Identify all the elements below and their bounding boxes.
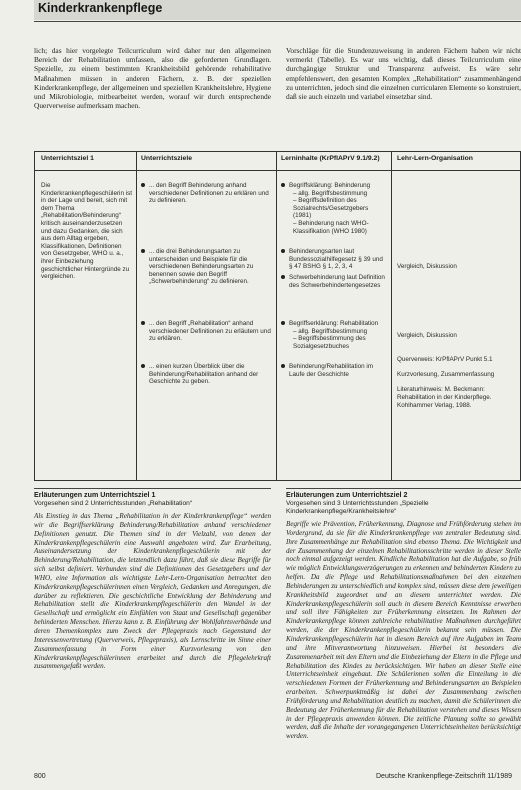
organisation-text: Vergleich, Diskussion [397,332,457,339]
table-objective-item [141,182,271,205]
explanation-1-subheading: Vorgesehen sind 2 Unterrichtsstunden „Rehabilitation“ [34,500,192,507]
content-line: – allg. Begriffsbestimmung [293,189,368,197]
content-line: – Behinderung nach WHO-Klassifikation (WHO 1980) [293,219,369,235]
section-rule [34,488,271,489]
content-line: – Begriffsbestimmung des Sozialgesetzbuches [293,335,366,350]
table-objective-item [141,248,271,286]
organisation-text: Querverweis: KrPflAPrV Punkt 5.1 Kurzvorlesung, Zusammenfassung Literaturhinweis: M. Beckmann: Rehabilitation in der Kinderpflege. Kohlhammer Verlag, 1988. [397,356,495,409]
table-content-item [281,320,387,350]
table-col-divider [276,152,277,480]
table-content-item [281,248,387,271]
page-number: 800 [34,773,46,780]
objective-text: ... einen kurzen Überblick über die Behinderung/Rehabilitation anhand der Geschichte zu geben. [149,363,259,386]
organisation-text: Vergleich, Diskussion [397,263,457,270]
explanation-2-subheading: Vorgesehen sind 3 Unterrichtsstunden „Spezielle Kinderkrankenpflege/Krankheitslehre“ [286,500,429,516]
bullet-icon [141,249,145,253]
section-rule [286,488,521,489]
intro-right-column [286,46,521,140]
journal-citation: Deutsche Krankenpflege-Zeitschrift 11/1989 [376,773,513,780]
curriculum-table [34,151,521,481]
bullet-icon [141,364,145,368]
content-line: Behinderung/Rehabilitation im Laufe der Geschichte [289,363,374,378]
table-col-divider [391,152,392,480]
table-content-item [281,363,387,378]
page-header-title: Kinderkrankenpflege [38,1,163,15]
explanation-2-text: Begriffe wie Prävention, Früherkennung, Diagnose und Frühförderung stehen im Vordergrund, da sie für die Kinderkrankenpflege von zentraler Bedeutung sind. Ihre Zusammenhänge zur Rehabilitation sind ebenso Thema. Die Wichtigkeit und der Zusammenhang der einzelnen Rehabilitationsschritte werden in dieser Stelle noch einmal aufgezeigt werden. Kindliche Rehabilitation hat die Aufgabe, so früh wie möglich Entwicklungsverzögerungen zu erkennen und behinderten Kindern zu helfen. Da die Pflege und Rehabilitationsmaßnahmen bei den einzelnen Behinderungen zu unterschiedlich und komplex sind, müssen diese dem jeweiligen Krankheitsbild zugeordnet und an diesem unterrichtet werden. Die Kinderkrankenpflegeschülerin soll auch in diesem Bereich Kenntnisse erwerben und soll ihre Fähigkeiten zur Früherkennung einsetzen. Im Rahmen der Kinderkrankenpflege können zahlreiche rehabilitative Maßnahmen durchgeführt werden, die der Kinderkrankenpflegeschülerin bekannt sein müssen. Die Kinderkrankenpflegeschülerin hat in diesem Bereich auf ihre Aufgaben im Team und ihre Mitverantwortung hinzuweisen. Hierbei ist besonders die Zusammenarbeit mit den Eltern und die Einbeziehung der Eltern in die Pflege und Rehabilitation des Kindes zu berücksichtigen. Wir haben an dieser Stelle eine Unterrichtseinheit eingebaut. Die Schülerinnen sollen die Einteilung in die verschiedenen Formen der Früherkennung und Behinderungsarten an Beispielen erarbeiten. Schwerpunktmäßig ist dabei der Zusammenhang zwischen Frühförderung und Rehabilitation deutlich zu machen, damit die Schülerinnen die Bedeutung der Früherkennung für die Rehabilitation verstehen und dieses Wissen in der Pflegepraxis anwenden können. Die zeitliche Planung sollte so gewählt werden, daß die Inhalte der vorangegangenen Unterrichtseinheiten berücksichtigt werden. [286,520,521,741]
table-objective-item [141,363,271,386]
table-content-item [281,182,387,235]
table-col-divider [136,152,137,480]
header-rule [34,21,521,22]
objective-text: ... die drei Behinderungsarten zu unterscheiden und Beispiele für die verschiedenen Behinderungsarten zu benennen sowie den Begriff „Schwerbehinderung“ zu definieren. [149,248,254,286]
table-content-item [281,274,387,289]
explanation-1-column [34,512,271,671]
bullet-icon [281,275,285,279]
intro-right-paragraph: Vorschläge für die Stundenzuweisung in anderen Fächern haben wir nicht vermerkt (Tabelle). Es war uns wichtig, daß dieses Teilcurriculum eine durchgängige Struktur und Transparenz aufweist. Es wäre sehr empfehlenswert, den gesamten Komplex „Rehabilitation“ zusammenhängend zu unterrichten, jedoch sind die einzelnen curricularen Elemente so konstruiert, daß sie auch einzeln und variabel einsetzbar sind. [286,46,521,102]
bullet-icon [141,183,145,187]
explanation-1-text: Als Einstieg in das Thema „Rehabilitation in der Kinderkrankenpflege“ werden wir die Begriffserklärung Behinderung/Rehabilitation anhand verschiedener Definitionen genutzt. Die Themen sind in der Vielzahl, von denen der Kinderkrankenpflegeschülerin eine Auswahl angeboten wird. Zur Erarbeitung, Auseinandersetzung der Kinderkrankenpflegeschülerin mit der Behinderung/Rehabilitation, die letztendlich dazu führt, daß sie diese Begriffe für sich selbst definiert. Verbunden sind die Definitionen des Gesetzgebers und der WHO, eine Information als wichtigste Lehr-Lern-Organisation betrachtet den Kinderkrankenpflegeschülerinnen einen Vergleich, Gedanken und Anregungen, die darüber zu reflektieren. Die geschichtliche Entwicklung der Behinderung und Rehabilitation stellt die Kinderkrankenpflegeschülerin den Wandel in der Gesellschaft und ermöglicht ein Einfühlen von Staat und Gesellschaft gegenüber behinderten Menschen. Hierzu kann z. B. Einführung der Wohlfahrtsverbände und deren Themenkomplex zum Zweck der Pflegepraxis nach Gegenstand der Interessenvertretung (Querverweis, Pflegepraxis), als Lernschritte im Sinne einer Zusammenfassung in Form einer Kurzvorlesung von den Kinderkrankenpflegeschülerinnen erarbeitet und durch die Pflegelehrkraft zusammengefaßt werden. [34,512,271,671]
intro-left-column [34,46,271,140]
bullet-icon [281,249,285,253]
explanation-1-heading: Erläuterungen zum Unterrichtsziel 1 [34,491,156,499]
content-line: Schwerbehinderung laut Definition des Schwerbehindertengesetzes [289,274,385,289]
bullet-icon [281,321,285,325]
content-line: Behinderungsarten laut Bundessozialhilfegesetz § 39 und § 47 BSHG § 1, 2, 3, 4 [289,248,383,271]
table-objective-item [141,320,271,343]
table-header-goal: Unterrichtsziel 1 [41,155,94,162]
intro-left-paragraph: lich; das hier vorgelegte Teilcurriculum wird daher nur den allgemeinen Bereich der Rehabilitation umfassen, also die geforderten Grundlagen. Spezielle, zu einem bestimmten Krankheitsbild gehörende rehabilitative Maßnahmen müssen in anderen Fächern, z. B. der speziellen Kinderkrankenpflege, der allgemeinen und speziellen Krankheitslehre, Hygiene und Mikrobiologie, mitbearbeitet werden, worauf wir durch entsprechende Querverweise aufmerksam machen. [34,46,271,111]
explanation-2-heading: Erläuterungen zum Unterrichtsziel 2 [286,491,408,499]
table-header-organisation: Lehr-Lern-Organisation [397,155,473,162]
table-header-rule [35,170,520,171]
explanation-2-column [286,520,521,768]
table-goal-text: Die Kinderkrankenpflegeschülerin ist in der Lage und bereit, sich mit dem Thema „Rehabilitation/Behinderung“ kritisch auseinanderzusetzen und dazu Gedanken, die sich aus dem Alltag ergeben, Klassifikationen, Definitionen von Gesetzgeber, WHO u. a., ihrer Einbeziehung geschichtlicher Hintergründe zu vergleichen. [41,182,133,281]
content-line: – allg. Begriffsbestimmung [293,327,368,335]
objective-text: ... den Begriff Behinderung anhand verschiedener Definitionen zu erklären und zu definieren. [149,182,269,205]
table-header-objectives: Unterrichtsziele [141,155,192,162]
bullet-icon [281,183,285,187]
bullet-icon [281,364,285,368]
bullet-icon [141,321,145,325]
content-line: Begriffserklärung: Rehabilitation [289,320,379,327]
content-line: Begriffsklärung: Behinderung [289,182,371,189]
table-header-contents: Lerninhalte (KrPflAPrV 9.1/9.2) [281,155,380,162]
content-line: – Begriffsdefinition des Sozialrechts/Gesetzgebers (1981) [293,197,369,220]
objective-text: ... den Begriff „Rehabilitation“ anhand verschiedener Definitionen zu erläutern und zu erklären. [149,320,271,343]
